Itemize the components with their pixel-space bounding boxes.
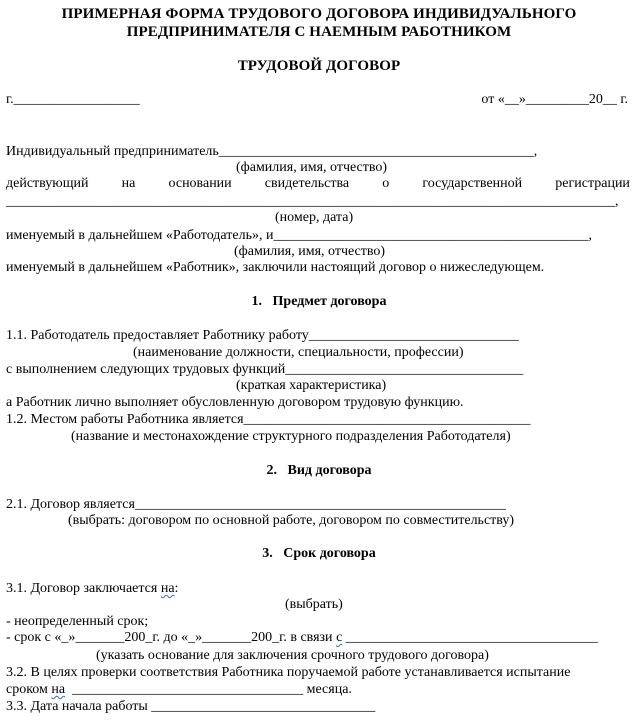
probation-suffix: _________________________________ месяца. [65, 682, 352, 697]
fixed-term-hint: (указать основание для заключения срочного трудового договора) [96, 648, 489, 663]
employee-called-line: именуемый в дальнейшем «Работник», заключили настоящий договор о нижеследующем. [6, 260, 545, 275]
employer-line: Индивидуальный предприниматель_____________________________________________, [6, 144, 538, 159]
basis-word: свидетельства [264, 176, 350, 191]
contract-title: ТРУДОВОЙ ДОГОВОР [237, 58, 401, 74]
employer-called-line: именуемый в дальнейшем «Работодатель», и_____________________________________________, [6, 228, 592, 243]
section-3-heading: 3. Срок договора [262, 546, 376, 561]
basis-word: о [382, 176, 390, 191]
basis-word: основании [168, 176, 232, 191]
section-1-heading: 1. Предмет договора [251, 294, 387, 309]
city-field: г.__________________ [6, 92, 140, 107]
doc-title-line-2: ПРЕДПРИНИМАТЕЛЯ С НАЕМНЫМ РАБОТНИКОМ [126, 24, 512, 40]
position-hint: (наименование должности, специальности, профессии) [133, 345, 464, 360]
duties-hint: (краткая характеристика) [236, 378, 387, 393]
basis-line [6, 176, 630, 192]
clause-3-2-line-1: 3.2. В целях проверки соответствия Работника поручаемой работе устанавливается испытание [6, 665, 571, 680]
clause-3-3: 3.3. Дата начала работы ________________________________ [6, 699, 376, 714]
clause-2-1: 2.1. Договор является_____________________________________________________ [6, 497, 506, 512]
basis-word: действующий [6, 176, 89, 191]
basis-word: регистрации [555, 176, 630, 191]
fixed-term-option [6, 630, 598, 646]
date-field: от «__»_________20__ г. [481, 92, 628, 107]
section-2-heading: 2. Вид договора [266, 463, 372, 478]
contract-type-hint: (выбрать: договором по основной работе, договором по совместительству) [68, 513, 515, 528]
clause-3-1-prefix: 3.1. Договор заключается [6, 581, 161, 596]
clause-3-1 [6, 581, 178, 597]
doc-title-line-1: ПРИМЕРНАЯ ФОРМА ТРУДОВОГО ДОГОВОРА ИНДИВИДУАЛЬНОГО [61, 6, 577, 22]
registration-hint: (номер, дата) [275, 210, 354, 225]
clause-1-1: 1.1. Работодатель предоставляет Работнику работу______________________________ [6, 328, 519, 343]
clause-3-1-suffix: : [174, 581, 179, 596]
choose-hint: (выбрать) [285, 597, 343, 612]
indefinite-term-option: - неопределенный срок; [6, 614, 149, 629]
workplace-hint: (название и местонахождение структурного подразделения Работодателя) [71, 429, 511, 444]
employee-name-hint: (фамилия, имя, отчество) [234, 244, 386, 259]
fixed-term-word: с [336, 630, 343, 645]
basis-word: государственной [422, 176, 523, 191]
clause-3-2-line-2 [6, 682, 352, 698]
fixed-term-suffix: ____________________________________ [342, 630, 598, 645]
basis-word: на [121, 176, 136, 191]
clause-1-2: 1.2. Местом работы Работника является_________________________________________ [6, 412, 531, 427]
duties-line: с выполнением следующих трудовых функций__________________________________ [6, 362, 524, 377]
fixed-term-prefix: - срок с «_»_______200_г. до «_»_______200_г. в связи [6, 630, 337, 645]
probation-word: на [51, 682, 66, 697]
clause-3-1-word: на [160, 581, 175, 596]
personal-duty-line: а Работник лично выполняет обусловленную договором трудовую функцию. [6, 395, 464, 410]
basis-blank: _______________________________________________________________________________________, [6, 194, 619, 209]
probation-prefix: сроком [6, 682, 52, 697]
employer-name-hint: (фамилия, имя, отчество) [236, 160, 388, 175]
